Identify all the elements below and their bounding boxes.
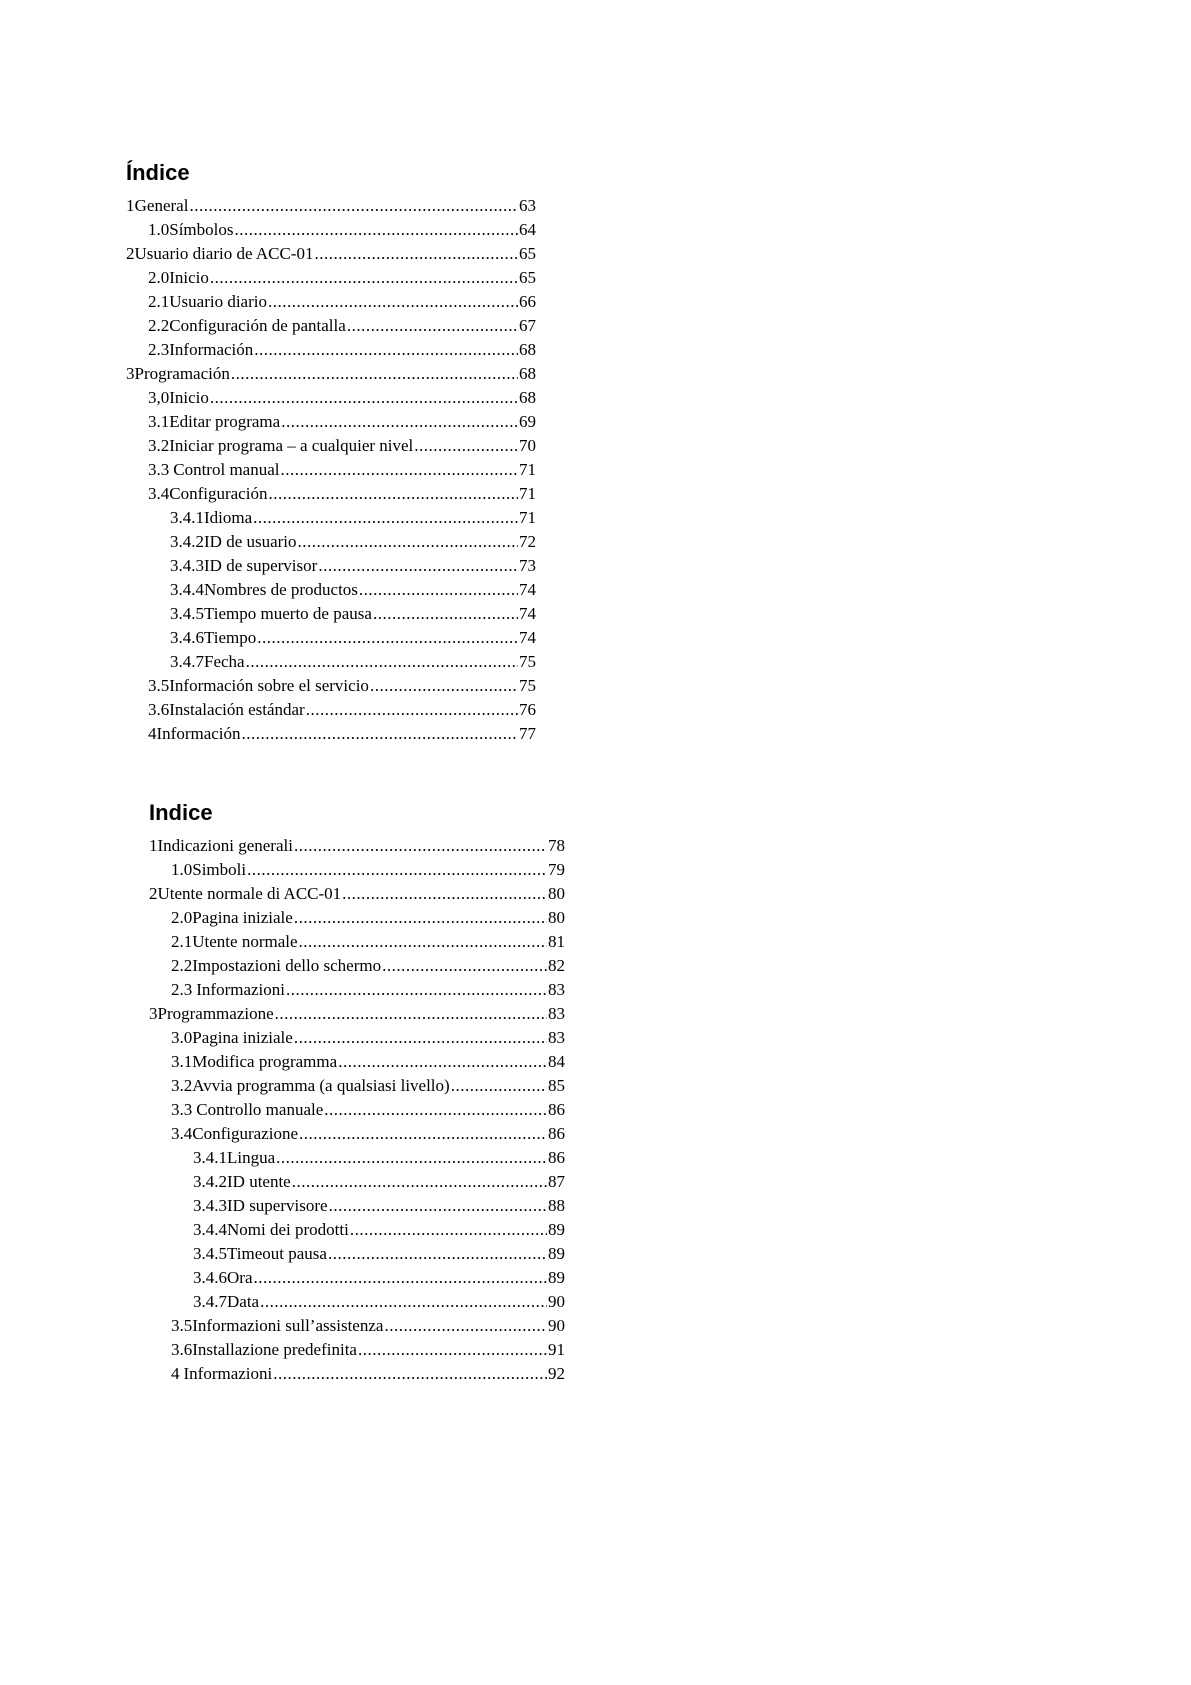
dot-leader — [328, 1242, 547, 1266]
toc-entry-title: Installazione predefinita — [192, 1340, 357, 1359]
toc-entry-page: 64 — [519, 220, 536, 239]
toc-entry[interactable] — [149, 834, 565, 858]
toc-entry-page: 86 — [548, 1148, 565, 1167]
toc-entry-number: 3.4.1 — [170, 508, 204, 527]
toc-entry-title: Configurazione — [192, 1124, 298, 1143]
dot-leader — [359, 578, 518, 602]
dot-leader — [268, 290, 518, 314]
toc-entry-page: 72 — [519, 532, 536, 551]
toc-entry-number: 3.3 — [171, 1100, 193, 1119]
toc-entry-number: 1 — [126, 196, 135, 215]
toc-entry-title: Informazioni — [183, 1364, 273, 1383]
toc-entry-page: 90 — [548, 1292, 565, 1311]
dot-leader — [338, 1050, 547, 1074]
toc-entry-number: 3.4.3 — [170, 556, 204, 575]
toc-entry-title: Configuración — [169, 484, 268, 503]
toc-entry-number: 3.6 — [148, 700, 170, 719]
toc-entry-title: Data — [227, 1292, 260, 1311]
toc-entry[interactable] — [149, 1290, 565, 1314]
dot-leader — [189, 194, 518, 218]
toc-list — [126, 194, 536, 746]
toc-entry[interactable] — [149, 1074, 565, 1098]
toc-spanish — [126, 160, 536, 746]
toc-entry[interactable] — [149, 978, 565, 1002]
toc-entry[interactable] — [126, 482, 536, 506]
toc-entry[interactable] — [126, 218, 536, 242]
toc-entry-page: 75 — [519, 652, 536, 671]
toc-entry-title: Utente normale di ACC-01 — [157, 884, 342, 903]
toc-entry-number: 3.3 — [148, 460, 170, 479]
toc-entry-page: 70 — [519, 436, 536, 455]
toc-entry-number: 1 — [149, 836, 158, 855]
toc-entry-number: 3.4 — [148, 484, 170, 503]
toc-entry[interactable] — [126, 194, 536, 218]
toc-entry-number: 3.0 — [171, 1028, 193, 1047]
toc-entry[interactable] — [149, 1338, 565, 1362]
dot-leader — [324, 1098, 547, 1122]
dot-leader — [358, 1338, 547, 1362]
toc-entry-page: 85 — [548, 1076, 565, 1095]
toc-entry-page: 71 — [519, 460, 536, 479]
toc-entry-title: Inicio — [169, 268, 209, 287]
toc-entry-page: 87 — [548, 1172, 565, 1191]
toc-entry-page: 73 — [519, 556, 536, 575]
toc-entry-number: 3.1 — [148, 412, 170, 431]
toc-entry-title: Controllo manuale — [196, 1100, 324, 1119]
toc-entry-page: 74 — [519, 628, 536, 647]
toc-entry-number: 3 — [126, 364, 135, 383]
toc-entry-number: 2 — [126, 244, 135, 263]
toc-entry-title: Fecha — [204, 652, 245, 671]
toc-entry-number: 3.4.2 — [170, 532, 204, 551]
toc-entry-number: 2.3 — [171, 980, 193, 999]
toc-entry-number: 2.2 — [148, 316, 170, 335]
dot-leader — [246, 650, 518, 674]
toc-entry-title: Usuario diario — [169, 292, 267, 311]
toc-entry-title: Informazioni — [196, 980, 285, 999]
toc-entry-page: 89 — [548, 1244, 565, 1263]
toc-entry[interactable] — [126, 650, 536, 674]
toc-entry-title: Programmazione — [157, 1004, 274, 1023]
toc-entry-title: Tiempo — [204, 628, 257, 647]
toc-entry[interactable] — [149, 1218, 565, 1242]
toc-entry[interactable] — [126, 362, 536, 386]
toc-entry-number: 3.5 — [171, 1316, 193, 1335]
toc-entry-page: 74 — [519, 580, 536, 599]
toc-entry-number: 3,0 — [148, 388, 170, 407]
toc-entry-number: 3.4.6 — [193, 1268, 227, 1287]
toc-italian — [149, 800, 565, 1386]
dot-leader — [210, 386, 518, 410]
toc-entry-page: 82 — [548, 956, 565, 975]
toc-entry-number: 3.4.7 — [193, 1292, 227, 1311]
toc-entry-title: Lingua — [227, 1148, 276, 1167]
toc-entry-page: 75 — [519, 676, 536, 695]
toc-entry-number: 2.3 — [148, 340, 170, 359]
toc-entry-title: ID de usuario — [204, 532, 297, 551]
toc-entry-page: 79 — [548, 860, 565, 879]
toc-entry-page: 81 — [548, 932, 565, 951]
toc-entry[interactable] — [126, 602, 536, 626]
toc-entry[interactable] — [126, 626, 536, 650]
toc-entry[interactable] — [126, 266, 536, 290]
toc-entry[interactable] — [149, 1122, 565, 1146]
dot-leader — [370, 674, 518, 698]
toc-entry-title: Control manual — [173, 460, 280, 479]
toc-entry-title: Instalación estándar — [169, 700, 305, 719]
toc-entry-page: 80 — [548, 908, 565, 927]
toc-entry[interactable] — [149, 1002, 565, 1026]
dot-leader — [414, 434, 518, 458]
toc-entry-title: Impostazioni dello schermo — [192, 956, 382, 975]
toc-entry-title: Información sobre el servicio — [169, 676, 369, 695]
dot-leader — [298, 530, 518, 554]
toc-entry-page: 76 — [519, 700, 536, 719]
toc-entry-number: 2.0 — [171, 908, 193, 927]
toc-entry-page: 88 — [548, 1196, 565, 1215]
toc-entry[interactable] — [149, 1026, 565, 1050]
toc-entry[interactable] — [126, 242, 536, 266]
dot-leader — [294, 834, 547, 858]
dot-leader — [254, 338, 518, 362]
dot-leader — [451, 1074, 547, 1098]
toc-entry[interactable] — [149, 1146, 565, 1170]
dot-leader — [260, 1290, 547, 1314]
toc-entry[interactable] — [126, 554, 536, 578]
toc-entry-title: Pagina iniziale — [192, 1028, 293, 1047]
toc-entry-page: 71 — [519, 484, 536, 503]
dot-leader — [299, 930, 547, 954]
toc-entry-number: 3.4.6 — [170, 628, 204, 647]
toc-entry-title: ID supervisore — [227, 1196, 328, 1215]
dot-leader — [242, 722, 518, 746]
dot-leader — [275, 1002, 547, 1026]
toc-entry-title: Programación — [134, 364, 230, 383]
dot-leader — [235, 218, 519, 242]
toc-entry-title: Inicio — [169, 388, 209, 407]
toc-entry-title: ID utente — [227, 1172, 291, 1191]
dot-leader — [286, 978, 547, 1002]
toc-entry-page: 68 — [519, 364, 536, 383]
toc-entry[interactable] — [149, 1242, 565, 1266]
toc-entry-title: Utente normale — [192, 932, 298, 951]
toc-entry-page: 92 — [548, 1364, 565, 1383]
toc-entry-title: ID de supervisor — [204, 556, 318, 575]
toc-entry-number: 3.6 — [171, 1340, 193, 1359]
toc-entry-title: Tiempo muerto de pausa — [204, 604, 372, 623]
dot-leader — [292, 1170, 547, 1194]
toc-entry[interactable] — [126, 314, 536, 338]
toc-entry-page: 80 — [548, 884, 565, 903]
toc-entry[interactable] — [126, 530, 536, 554]
dot-leader — [231, 362, 518, 386]
toc-entry-title: Ora — [227, 1268, 253, 1287]
dot-leader — [329, 1194, 547, 1218]
dot-leader — [347, 314, 518, 338]
toc-entry-title: Iniciar programa – a cualquier nivel — [169, 436, 414, 455]
toc-entry-page: 91 — [548, 1340, 565, 1359]
dot-leader — [253, 1266, 547, 1290]
toc-entry-number: 3.4 — [171, 1124, 193, 1143]
dot-leader — [210, 266, 518, 290]
toc-entry-number: 2 — [149, 884, 158, 903]
toc-entry-number: 4 — [148, 724, 157, 743]
toc-entry-page: 83 — [548, 1004, 565, 1023]
toc-entry-page: 90 — [548, 1316, 565, 1335]
toc-entry-number: 2.1 — [148, 292, 170, 311]
toc-entry-page: 89 — [548, 1268, 565, 1287]
toc-entry-page: 67 — [519, 316, 536, 335]
toc-entry[interactable] — [149, 858, 565, 882]
toc-entry-number: 4 — [171, 1364, 180, 1383]
toc-entry[interactable] — [126, 578, 536, 602]
dot-leader — [280, 458, 518, 482]
toc-entry-page: 74 — [519, 604, 536, 623]
toc-entry[interactable] — [149, 930, 565, 954]
dot-leader — [253, 506, 518, 530]
toc-entry[interactable] — [149, 1050, 565, 1074]
toc-entry[interactable] — [149, 1098, 565, 1122]
toc-entry-title: Información — [169, 340, 254, 359]
toc-entry-title: Símbolos — [169, 220, 234, 239]
toc-entry-number: 3.4.5 — [193, 1244, 227, 1263]
dot-leader — [247, 858, 547, 882]
toc-entry[interactable] — [126, 434, 536, 458]
toc-entry-page: 69 — [519, 412, 536, 431]
toc-entry-title: Nomi dei prodotti — [227, 1220, 349, 1239]
dot-leader — [276, 1146, 547, 1170]
toc-entry-page: 84 — [548, 1052, 565, 1071]
toc-entry-number: 3.1 — [171, 1052, 193, 1071]
toc-entry-title: Usuario diario de ACC-01 — [134, 244, 314, 263]
dot-leader — [350, 1218, 547, 1242]
toc-entry-title: Timeout pausa — [227, 1244, 327, 1263]
toc-title: Índice — [126, 160, 190, 185]
toc-entry[interactable] — [149, 1314, 565, 1338]
toc-entry[interactable] — [149, 954, 565, 978]
toc-entry-page: 83 — [548, 1028, 565, 1047]
toc-entry-page: 66 — [519, 292, 536, 311]
toc-entry-number: 3.4.1 — [193, 1148, 227, 1167]
toc-entry-title: Indicazioni generali — [157, 836, 293, 855]
toc-entry-title: Simboli — [192, 860, 247, 879]
toc-entry[interactable] — [149, 1170, 565, 1194]
dot-leader — [273, 1362, 547, 1386]
toc-entry[interactable] — [149, 882, 565, 906]
dot-leader — [373, 602, 518, 626]
toc-entry[interactable] — [126, 722, 536, 746]
toc-entry-number: 3.4.5 — [170, 604, 204, 623]
toc-entry-number: 3.4.7 — [170, 652, 204, 671]
toc-entry-page: 63 — [519, 196, 536, 215]
toc-list — [149, 834, 565, 1386]
toc-entry[interactable] — [149, 1362, 565, 1386]
toc-entry-title: Idioma — [204, 508, 253, 527]
dot-leader — [318, 554, 518, 578]
dot-leader — [268, 482, 518, 506]
toc-entry[interactable] — [149, 906, 565, 930]
toc-entry[interactable] — [126, 386, 536, 410]
toc-entry-title: Nombres de productos — [204, 580, 358, 599]
toc-entry[interactable] — [126, 698, 536, 722]
dot-leader — [299, 1122, 547, 1146]
toc-entry[interactable] — [126, 506, 536, 530]
toc-entry-title: Pagina iniziale — [192, 908, 293, 927]
toc-entry[interactable] — [149, 1266, 565, 1290]
toc-entry-title: Configuración de pantalla — [169, 316, 346, 335]
toc-entry-page: 68 — [519, 388, 536, 407]
toc-entry-page: 86 — [548, 1124, 565, 1143]
toc-entry-number: 3 — [149, 1004, 158, 1023]
toc-entry[interactable] — [126, 290, 536, 314]
toc-entry-page: 71 — [519, 508, 536, 527]
dot-leader — [294, 1026, 547, 1050]
toc-entry-number: 3.4.4 — [193, 1220, 227, 1239]
toc-entry-title: Informazioni sull’assistenza — [192, 1316, 384, 1335]
toc-entry-title: Información — [156, 724, 241, 743]
toc-title: Indice — [149, 800, 213, 825]
toc-entry-number: 1.0 — [171, 860, 193, 879]
toc-entry-number: 3.5 — [148, 676, 170, 695]
toc-entry[interactable] — [126, 410, 536, 434]
toc-entry-title: Avvia programma (a qualsiasi livello) — [192, 1076, 450, 1095]
toc-entry-page: 89 — [548, 1220, 565, 1239]
toc-entry-title: Editar programa — [169, 412, 281, 431]
dot-leader — [294, 906, 547, 930]
toc-entry-number: 3.2 — [148, 436, 170, 455]
toc-entry[interactable] — [149, 1194, 565, 1218]
dot-leader — [257, 626, 518, 650]
toc-entry-number: 3.2 — [171, 1076, 193, 1095]
toc-entry-number: 2.1 — [171, 932, 193, 951]
toc-entry-page: 78 — [548, 836, 565, 855]
toc-entry-number: 2.2 — [171, 956, 193, 975]
toc-entry[interactable] — [126, 674, 536, 698]
toc-entry-page: 68 — [519, 340, 536, 359]
toc-entry-number: 3.4.2 — [193, 1172, 227, 1191]
dot-leader — [306, 698, 518, 722]
toc-entry[interactable] — [126, 458, 536, 482]
dot-leader — [281, 410, 518, 434]
toc-entry-number: 3.4.3 — [193, 1196, 227, 1215]
dot-leader — [384, 1314, 547, 1338]
toc-entry-page: 65 — [519, 244, 536, 263]
toc-entry[interactable] — [126, 338, 536, 362]
toc-entry-page: 86 — [548, 1100, 565, 1119]
toc-entry-page: 77 — [519, 724, 536, 743]
toc-entry-number: 1.0 — [148, 220, 170, 239]
toc-entry-page: 83 — [548, 980, 565, 999]
dot-leader — [382, 954, 547, 978]
toc-entry-title: Modifica programma — [192, 1052, 338, 1071]
toc-entry-title: General — [134, 196, 189, 215]
dot-leader — [342, 882, 547, 906]
toc-entry-number: 3.4.4 — [170, 580, 204, 599]
toc-entry-number: 2.0 — [148, 268, 170, 287]
toc-entry-page: 65 — [519, 268, 536, 287]
dot-leader — [314, 242, 518, 266]
